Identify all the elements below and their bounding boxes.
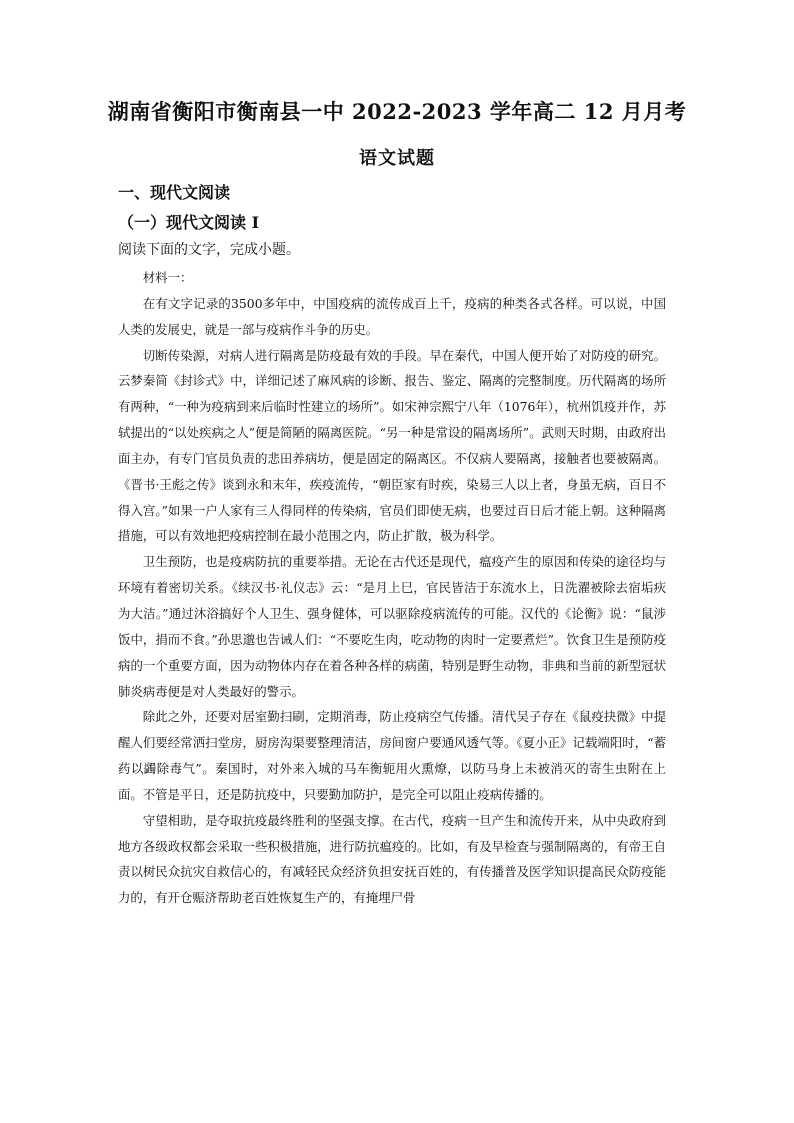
section-heading: 一、现代文阅读 bbox=[118, 183, 231, 202]
paragraph: 除此之外，还要对居室勤扫刷，定期消毒，防止疫病空气传播。清代吴子存在《鼠疫抉微》中提醒人们要经常洒扫堂房，厨房沟渠要整理清洁，房间窗户要通风透气等。《夏小正》记载端阳时，“蓄药以蠲除毒气”。秦国时，对外来入城的马车衡轭用火熏燎，以防马身上未被消灭的寄生虫附在上面。不管是平日，还是防抗疫中，只要勤加防护，是完全可以阻止疫病传播的。 bbox=[118, 709, 666, 802]
reading-passage bbox=[118, 265, 666, 911]
page-title: 湖南省衡阳市衡南县一中 2022-2023 学年高二 12 月月考 bbox=[107, 99, 687, 124]
paragraph: 卫生预防，也是疫病防抗的重要举措。无论在古代还是现代，瘟疫产生的原因和传染的途径均与环境有着密切关系。《续汉书·礼仪志》云：“是月上巳，官民皆洁于东流水上，日洗濯被除去宿垢疢为大洁。”通过沐浴搞好个人卫生、强身健体，可以驱除疫病流传的可能。汉代的《论衡》说：“鼠涉饭中，捐而不食。”孙思邈也告诫人们：“不要吃生肉，吃动物的肉时一定要煮烂”。饮食卫生是预防疫病的一个重要方面，因为动物体内存在着各种各样的病菌，特别是野生动物，非典和当前的新型冠状肺炎病毒便是对人类最好的警示。 bbox=[118, 554, 666, 699]
paragraph: 守望相助，是夺取抗疫最终胜利的坚强支撑。在古代，疫病一旦产生和流传开来，从中央政府到地方各级政权都会采取一些积极措施，进行防抗瘟疫的。比如，有及早检查与强制隔离的，有帝王自责以树民众抗灾自救信心的，有减轻民众经济负担安抚百姓的，有传播普及医学知识提高民众防疫能力的，有开仓赈济帮助老百姓恢复生产的，有掩埋尸骨 bbox=[118, 812, 666, 906]
reading-instruction: 阅读下面的文字，完成小题。 bbox=[118, 242, 300, 258]
page-subtitle: 语文试题 bbox=[359, 148, 435, 169]
material-label: 材料一： bbox=[142, 270, 193, 285]
paragraph: 切断传染源，对病人进行隔离是防疫最有效的手段。早在秦代，中国人便开始了对防疫的研究。云梦秦简《封诊式》中，详细记述了麻风病的诊断、报告、鉴定、隔离的完整制度。历代隔离的场所有两种，“一种为疫病到来后临时性建立的场所”。如宋神宗熙宁八年（1076年），杭州饥疫并作，苏轼提出的“以处疾病之人”便是简陋的隔离医院。“另一种是常设的隔离场所”。武则天时期，由政府出面主办，有专门官员负责的悲田养病坊，便是固定的隔离区。不仅病人要隔离，接触者也要被隔离。《晋书·王彪之传》谈到永和末年，疾疫流传，“朝臣家有时疾，染易三人以上者，身虽无病，百日不得入宫。”如果一户人家有三人得同样的传染病，官员们即使无病，也要过百日后才能上朝。这种隔离措施，可以有效地把疫病控制在最小范围之内，防止扩散，极为科学。 bbox=[118, 347, 666, 544]
paragraph: 在有文字记录的3500多年中，中国疫病的流传成百上千，疫病的种类各式各样。可以说，中国人类的发展史，就是一部与疫病作斗争的历史。 bbox=[118, 295, 666, 337]
subsection-heading: （一）现代文阅读 I bbox=[118, 213, 260, 232]
